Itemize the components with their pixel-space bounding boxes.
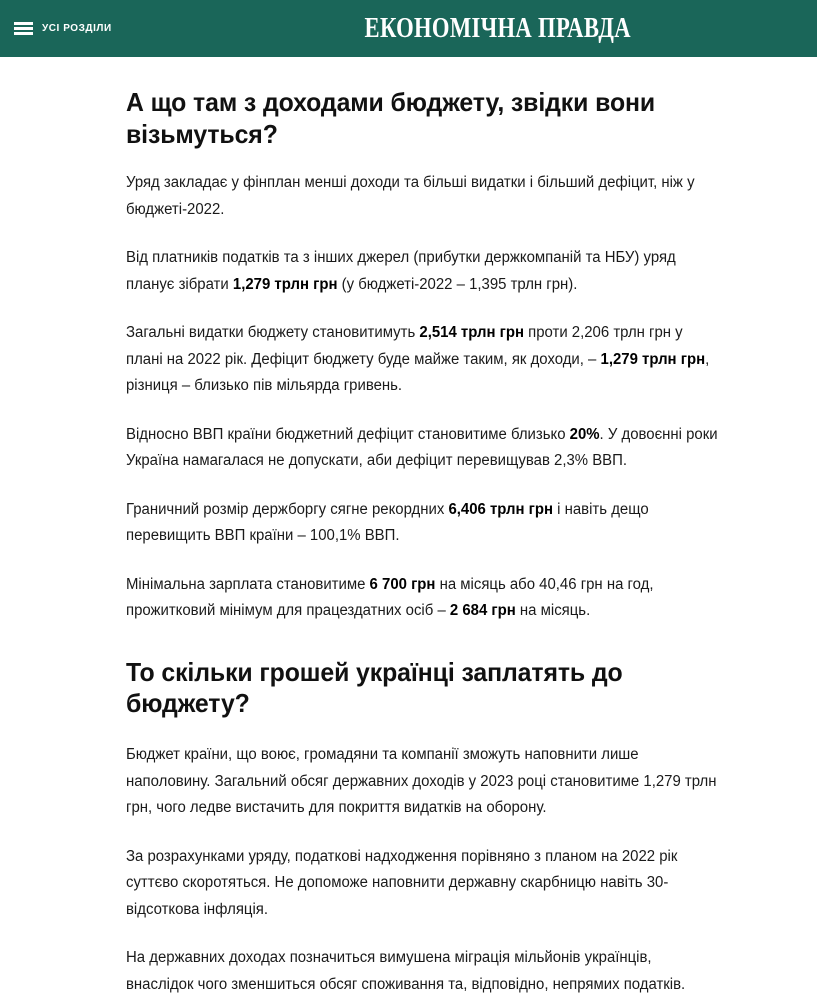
site-header bbox=[0, 0, 817, 57]
article-body bbox=[126, 57, 736, 998]
hamburger-icon[interactable] bbox=[14, 22, 33, 35]
article-paragraph: Граничний розмір держборгу сягне рекордних 6,406 трлн грн і навіть дещо перевищить ВВП країни – 100,1% ВВП. bbox=[126, 500, 649, 545]
article-paragraph: Від платників податків та з інших джерел (прибутки держкомпаній та НБУ) уряд планує зібрати 1,279 трлн грн (у бюджеті-2022 – 1,395 трлн грн). bbox=[126, 249, 676, 293]
hamburger-icon-bar bbox=[14, 22, 33, 25]
hamburger-icon-bar bbox=[14, 27, 33, 30]
section-heading-revenues: А що там з доходами бюджету, звідки вони візьмуться? bbox=[126, 87, 656, 149]
article-paragraph: На державних доходах позначиться вимушена міграція мільйонів українців, внаслідок чого зменшиться обсяг споживання та, відповідно, непрямих податків. bbox=[126, 949, 686, 993]
paragraph-group-one bbox=[126, 170, 736, 624]
article-paragraph: Бюджет країни, що воює, громадяни та компанії зможуть наповнити лише наполовину. Загальний обсяг державних доходів у 2023 році становитиме 1,279 трлн грн, чого ледве вистачить для покриття видатків на оборону. bbox=[126, 746, 717, 817]
hamburger-icon-bar bbox=[14, 32, 33, 35]
all-sections-menu-button[interactable] bbox=[0, 0, 112, 57]
paragraph-group-two bbox=[126, 742, 736, 998]
all-sections-menu-label: УСІ РОЗДІЛИ bbox=[42, 23, 112, 34]
article-paragraph: За розрахунками уряду, податкові надходження порівняно з планом на 2022 рік суттєво скоротяться. Не допоможе наповнити державну скарбницю навіть 30-відсоткова інфляція. bbox=[126, 847, 678, 918]
site-logo-link[interactable]: ЕКОНОМІЧНА ПРАВДА bbox=[364, 12, 631, 44]
article-paragraph: Мінімальна зарплата становитиме 6 700 грн на місяць або 40,46 грн на год, прожитковий мінімум для працездатних осіб – 2 684 грн на місяць. bbox=[126, 575, 654, 620]
article-paragraph: Відносно ВВП країни бюджетний дефіцит становитиме близько 20%. У довоєнні роки Україна намагалася не допускати, аби дефіцит перевищував 2,3% ВВП. bbox=[126, 425, 718, 470]
masthead bbox=[0, 0, 817, 57]
article-paragraph: Загальні видатки бюджету становитимуть 2,514 трлн грн проти 2,206 трлн грн у плані на 2022 рік. Дефіцит бюджету буде майже таким, як доходи, – 1,279 трлн грн, різниця – близько пів мільярда гривень. bbox=[126, 324, 710, 395]
section-heading-payments: То скільки грошей українці заплатять до бюджету? bbox=[126, 656, 623, 719]
article-paragraph: Уряд закладає у фінплан менші доходи та більші видатки і більший дефіцит, ніж у бюджеті-2022. bbox=[126, 174, 695, 218]
